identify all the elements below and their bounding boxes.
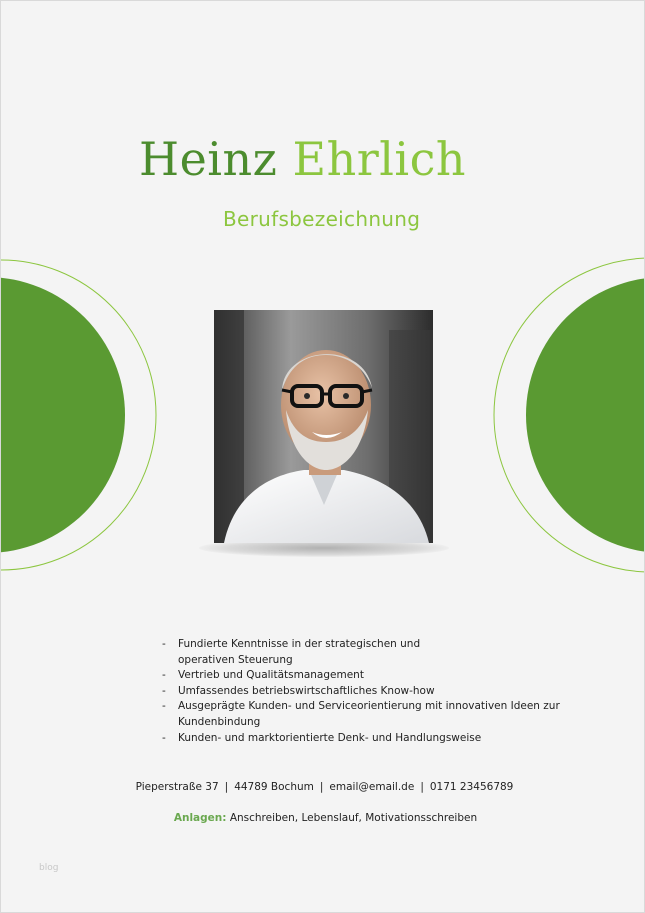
contact-street: Pieperstraße 37 [135,781,219,793]
contact-phone: 0171 23456789 [429,781,514,793]
portrait-icon [214,310,433,543]
attachments-line [7,812,644,824]
list-item [161,731,561,747]
contact-email: email@email.de [329,781,415,793]
list-item [161,699,561,730]
last-name: Ehrlich [292,132,467,186]
right-filled-circle [526,277,645,553]
list-item-text: Fundierte Kenntnisse in der strategischen und [178,638,421,650]
list-item-text: Ausgeprägte Kunden- und Serviceorientierung mit innovativen Ideen zur [178,700,560,713]
portrait-photo [214,310,433,543]
list-item-text: Kunden- und marktorientierte Denk- und Handlungsweise [178,731,482,744]
list-item [161,684,561,700]
attachments-text: Anschreiben, Lebenslauf, Motivationsschreiben [229,812,478,824]
left-filled-circle [1,277,125,553]
list-item [161,668,561,684]
list-item-text: Vertrieb und Qualitätsmanagement [178,669,364,682]
contact-separator: | [420,781,424,793]
list-item-text-continued: operativen Steuerung [178,653,293,666]
contact-line [5,781,644,793]
applicant-name [0,129,644,189]
contact-separator: | [319,781,324,793]
contact-city: 44789 Bochum [234,781,314,793]
profession-title: Berufsbezeichnung [223,207,421,231]
first-name: Heinz [138,132,278,186]
list-item-text-continued: Kundenbindung [178,715,261,728]
qualification-list [161,637,561,746]
contact-separator: | [224,781,229,793]
watermark: blog [39,863,59,873]
list-item-text: Umfassendes betriebswirtschaftliches Know-how [178,684,435,697]
list-item [161,637,561,668]
attachments-label: Anlagen: [173,812,227,824]
